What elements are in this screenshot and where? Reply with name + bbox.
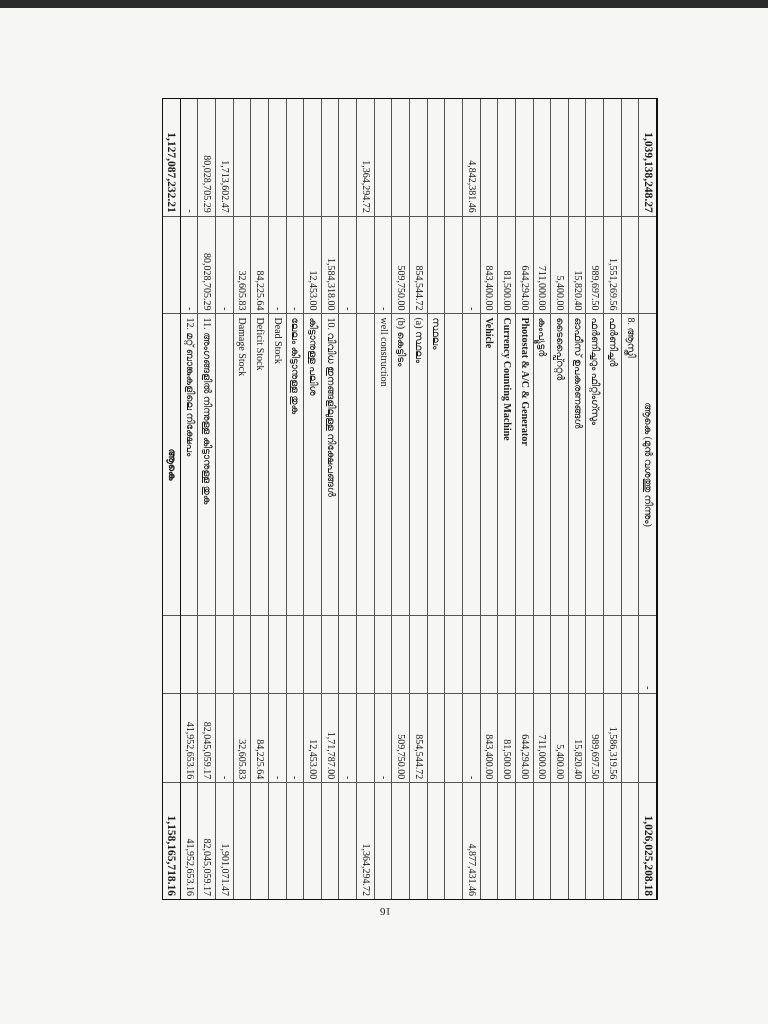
- table-row: [356, 99, 374, 899]
- table-row: [550, 99, 568, 899]
- table-cell: [551, 783, 568, 899]
- table-cell: [445, 217, 462, 315]
- table-cell: [604, 616, 621, 694]
- table-cell: [622, 99, 639, 217]
- table-cell: 81,500.00: [498, 694, 515, 784]
- table-cell: [534, 616, 551, 694]
- table-cell: [269, 616, 286, 694]
- table-cell: 644,294.00: [516, 694, 533, 784]
- table-cell: well construction: [375, 314, 392, 615]
- table-cell: [551, 99, 568, 217]
- table-cell: 5,400.00: [551, 694, 568, 784]
- table-cell: [463, 314, 480, 615]
- table-row: [268, 99, 286, 899]
- table-row: [215, 99, 233, 899]
- table-cell: [463, 616, 480, 694]
- table-row: [181, 99, 198, 899]
- table-row: [197, 99, 215, 899]
- table-cell: [375, 616, 392, 694]
- table-cell: ഫർണിച്ചർ: [604, 314, 621, 615]
- table-row: [338, 99, 356, 899]
- table-row: [391, 99, 409, 899]
- table-row: [250, 99, 268, 899]
- table-cell: [181, 616, 198, 694]
- table-cell: 1,586,319.56: [604, 694, 621, 784]
- table-row: [427, 99, 445, 899]
- table-cell: [198, 616, 215, 694]
- table-cell: [251, 99, 268, 217]
- table-cell: [534, 783, 551, 899]
- table-cell: [339, 616, 356, 694]
- table-cell: 1,901,071.47: [218, 843, 230, 896]
- table-cell: 854,544.72: [410, 694, 427, 784]
- table-cell: 854,544.72: [410, 217, 427, 315]
- table-cell: [304, 99, 321, 217]
- table-cell: [339, 783, 356, 899]
- page-number: 16: [380, 905, 391, 917]
- table-cell: 32,605.83: [234, 694, 251, 784]
- table-row: [497, 99, 515, 899]
- table-row: [233, 99, 251, 899]
- table-cell: 11. അംഗങ്ങളിൽ നിന്നുള്ള കിട്ടാനുള്ള തുക: [198, 314, 215, 615]
- table-cell: [392, 99, 409, 217]
- table-cell: 4,877,431.46: [465, 843, 477, 896]
- header-blank-2: [639, 694, 656, 784]
- table-cell: 41,952,653.16: [183, 838, 195, 896]
- table-cell: [410, 99, 427, 217]
- table-cell: [445, 314, 462, 615]
- table-cell: -: [287, 694, 304, 784]
- table-cell: [269, 783, 286, 899]
- table-cell: 1,364,294.72: [359, 843, 371, 896]
- table-cell: [392, 783, 409, 899]
- table-cell: Vehicle: [481, 314, 498, 615]
- table-cell: 84,225.64: [251, 694, 268, 784]
- table-cell: [428, 694, 445, 784]
- table-cell: -: [339, 694, 356, 784]
- table-cell: -: [375, 217, 392, 315]
- table-row: [444, 99, 462, 899]
- table-cell: [445, 616, 462, 694]
- table-row: [515, 99, 533, 899]
- table-cell: [445, 783, 462, 899]
- table-cell: 12,453.00: [304, 694, 321, 784]
- footer-label: ആകെ: [163, 314, 180, 615]
- table-cell: Photostat & A/C & Generator: [516, 314, 533, 615]
- table-cell: സ്ഥലം: [428, 314, 445, 615]
- ledger-frame: [162, 98, 658, 900]
- table-row: [321, 99, 339, 899]
- header-label: ആകെ (മുൻ വശത്തു നിന്നും): [639, 314, 656, 615]
- table-row: [303, 99, 321, 899]
- footer-curr-total: 1,158,165,718.16: [165, 815, 178, 896]
- table-cell: [357, 314, 374, 615]
- table-row: [462, 99, 480, 899]
- header-blank: [639, 217, 656, 315]
- table-cell: [322, 783, 339, 899]
- table-cell: [428, 783, 445, 899]
- table-cell: [234, 616, 251, 694]
- table-cell: 80,028,705.29: [198, 217, 215, 315]
- table-cell: (a) സ്ഥലം: [410, 314, 427, 615]
- table-cell: [428, 217, 445, 315]
- table-cell: [569, 783, 586, 899]
- table-cell: 12. മറ്റ് ബാങ്കുകളിലെ നിക്ഷേപം: [181, 314, 198, 615]
- table-cell: [551, 616, 568, 694]
- table-cell: [392, 616, 409, 694]
- table-cell: [287, 783, 304, 899]
- table-cell: 15,820.40: [569, 217, 586, 315]
- table-cell: [216, 616, 233, 694]
- table-cell: [357, 217, 374, 315]
- table-cell: [410, 616, 427, 694]
- header-row: [638, 99, 657, 899]
- table-cell: -: [339, 217, 356, 315]
- table-cell: -: [269, 694, 286, 784]
- table-cell: [375, 783, 392, 899]
- table-cell: Deficit Stock: [251, 314, 268, 615]
- table-cell: 711,000.00: [534, 694, 551, 784]
- table-cell: 41,952,653.16: [181, 694, 198, 784]
- table-row: [409, 99, 427, 899]
- table-cell: [516, 783, 533, 899]
- table-cell: [428, 616, 445, 694]
- table-cell: 10. വിവിധ ഇനങ്ങളിലുള്ള നിക്ഷേപങ്ങൾ: [322, 314, 339, 615]
- table-cell: [269, 99, 286, 217]
- table-cell: -: [181, 99, 198, 217]
- table-cell: [604, 783, 621, 899]
- table-cell: [534, 99, 551, 217]
- table-cell: [304, 616, 321, 694]
- table-cell: [622, 217, 639, 315]
- table-cell: [516, 99, 533, 217]
- table-cell: (b) കെട്ടിടം: [392, 314, 409, 615]
- table-cell: [498, 99, 515, 217]
- table-cell: 1,713,602.47: [216, 99, 233, 217]
- table-cell: [445, 99, 462, 217]
- table-cell: 4,842,381.46: [463, 99, 480, 217]
- table-row: [480, 99, 498, 899]
- table-cell: 989,697.50: [586, 694, 603, 784]
- header-prev-total: 1,039,138,248.27: [639, 99, 656, 217]
- table-cell: കിട്ടാനുള്ള പലിശ: [304, 314, 321, 615]
- table-cell: [234, 783, 251, 899]
- table-cell: [304, 783, 321, 899]
- table-cell: -: [216, 217, 233, 315]
- table-cell: 644,294.00: [516, 217, 533, 315]
- table-row: [533, 99, 551, 899]
- table-cell: ഫർണിച്ചറും ഫിറ്റിംഗ്സും: [586, 314, 603, 615]
- table-cell: [481, 99, 498, 217]
- table-cell: Currency Counting Machine: [498, 314, 515, 615]
- footer-blank-2: [163, 616, 180, 694]
- table-cell: [216, 314, 233, 615]
- table-cell: 8. ആസ്തി: [622, 314, 639, 615]
- table-cell: 843,400.00: [481, 694, 498, 784]
- table-cell: 1,71,787.00: [322, 694, 339, 784]
- table-cell: [357, 616, 374, 694]
- header-curr-dash: -: [639, 616, 656, 694]
- table-cell: [481, 616, 498, 694]
- table-cell: [498, 783, 515, 899]
- table-cell: [445, 694, 462, 784]
- table-cell: 1,551,269.56: [604, 217, 621, 315]
- table-cell: [357, 694, 374, 784]
- table-cell: കംപ്യൂട്ടർ: [534, 314, 551, 615]
- table-cell: [410, 783, 427, 899]
- table-cell: [481, 783, 498, 899]
- table-cell: [322, 99, 339, 217]
- table-cell: 32,605.83: [234, 217, 251, 315]
- table-cell: [339, 99, 356, 217]
- table-cell: [287, 99, 304, 217]
- table-cell: [339, 314, 356, 615]
- table-cell: [251, 616, 268, 694]
- table-cell: -: [216, 694, 233, 784]
- table-cell: 843,400.00: [481, 217, 498, 315]
- table-cell: [375, 99, 392, 217]
- table-cell: [622, 783, 639, 899]
- table-cell: [287, 616, 304, 694]
- table-cell: 509,750.00: [392, 217, 409, 315]
- footer-blank: [163, 217, 180, 315]
- table-cell: 12,453.00: [304, 217, 321, 315]
- table-cell: [586, 99, 603, 217]
- footer-blank-3: [163, 694, 180, 784]
- table-cell: [622, 616, 639, 694]
- table-cell: 711,000.00: [534, 217, 551, 315]
- table-cell: [498, 616, 515, 694]
- table-cell: 1,364,294.72: [357, 99, 374, 217]
- table-cell: [622, 694, 639, 784]
- table-cell: 81,500.00: [498, 217, 515, 315]
- scan-edge: [0, 0, 768, 8]
- table-cell: [516, 616, 533, 694]
- table-cell: Damage Stock: [234, 314, 251, 615]
- footer-row: [163, 99, 181, 899]
- table-cell: -: [463, 694, 480, 784]
- table-cell: -: [287, 217, 304, 315]
- table-cell: 80,028,705.29: [198, 99, 215, 217]
- header-curr-total: 1,026,025,208.18: [641, 815, 654, 896]
- table-cell: 84,225.64: [251, 217, 268, 315]
- table-cell: [569, 616, 586, 694]
- table-row: [585, 99, 603, 899]
- table-cell: -: [463, 217, 480, 315]
- table-cell: 15,820.40: [569, 694, 586, 784]
- table-cell: [234, 99, 251, 217]
- table-cell: ടൈപ്പ്റൈറ്റർ: [551, 314, 568, 615]
- table-cell: -: [181, 217, 198, 315]
- table-cell: 989,697.50: [586, 217, 603, 315]
- table-cell: 509,750.00: [392, 694, 409, 784]
- table-cell: [604, 99, 621, 217]
- table-cell: [251, 783, 268, 899]
- table-cell: Dead Stock: [269, 314, 286, 615]
- table-cell: 1,584,318.00: [322, 217, 339, 315]
- table-cell: -: [375, 694, 392, 784]
- table-cell: ലേലം കിട്ടാനുള്ള തുക: [287, 314, 304, 615]
- table-cell: 82,045,059.17: [201, 838, 213, 896]
- table-cell: [586, 616, 603, 694]
- footer-prev-total: 1,127,087,232.21: [163, 99, 180, 217]
- table-row: [286, 99, 304, 899]
- table-cell: [322, 616, 339, 694]
- table-cell: ഓഫീസ് ഉപകരണങ്ങൾ: [569, 314, 586, 615]
- table-cell: 5,400.00: [551, 217, 568, 315]
- ledger-table: [162, 98, 658, 900]
- table-row: [603, 99, 621, 899]
- table-cell: [569, 99, 586, 217]
- table-row: [374, 99, 392, 899]
- table-cell: 82,045,059.17: [198, 694, 215, 784]
- table-row: [621, 99, 639, 899]
- table-cell: -: [269, 217, 286, 315]
- table-cell: [586, 783, 603, 899]
- table-cell: [428, 99, 445, 217]
- table-row: [568, 99, 586, 899]
